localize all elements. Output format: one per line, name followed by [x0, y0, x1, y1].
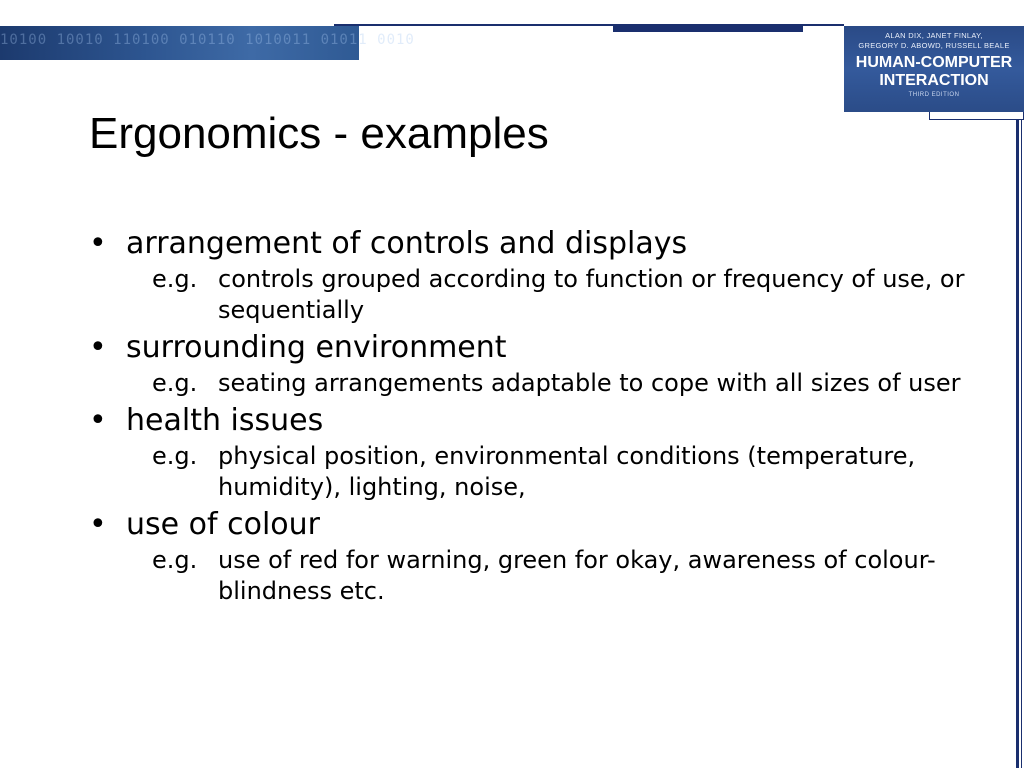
book-title	[844, 54, 1024, 90]
header-banner	[0, 26, 415, 60]
book-authors-line-2: GREGORY D. ABOWD, RUSSELL BEALE	[858, 41, 1010, 50]
bullet-item	[89, 224, 969, 326]
bullet-item	[89, 505, 969, 607]
bullet-text: arrangement of controls and displays	[126, 226, 688, 261]
bullet-example	[126, 368, 969, 399]
example-prefix: e.g.	[152, 442, 198, 470]
bullet-icon: •	[89, 403, 107, 438]
bullet-icon: •	[89, 330, 107, 365]
cover-frame	[929, 112, 1024, 120]
bullet-list	[89, 224, 969, 609]
slide-title: Ergonomics - examples	[89, 109, 549, 158]
bullet-text: health issues	[126, 403, 324, 438]
bullet-text: surrounding environment	[126, 330, 507, 365]
bullet-example	[126, 441, 969, 503]
header-accent-block	[613, 26, 803, 32]
banner-binary-pattern: 10100 10010 110100 010110 1010011 01011 0010	[0, 32, 415, 48]
bullet-example	[126, 264, 969, 326]
example-prefix: e.g.	[152, 369, 198, 397]
bullet-icon: •	[89, 507, 107, 542]
right-border-rule-thin	[1021, 120, 1022, 768]
bullet-item	[89, 401, 969, 503]
book-authors-line-1: ALAN DIX, JANET FINLAY,	[885, 31, 983, 40]
bullet-text: use of colour	[126, 507, 320, 542]
example-prefix: e.g.	[152, 265, 198, 293]
book-edition: THIRD EDITION	[908, 92, 960, 98]
example-prefix: e.g.	[152, 546, 198, 574]
right-border-rule	[1016, 120, 1019, 768]
book-title-line-2: INTERACTION	[879, 72, 989, 89]
example-text: physical position, environmental conditions (temperature, humidity), lighting, noise,	[218, 442, 916, 501]
example-text: controls grouped according to function or frequency of use, or sequentially	[218, 265, 965, 324]
book-title-line-1: HUMAN-COMPUTER	[855, 54, 1013, 71]
bullet-example	[126, 545, 969, 607]
bullet-item	[89, 328, 969, 399]
book-cover-logo	[844, 26, 1024, 112]
book-authors	[844, 31, 1024, 51]
example-text: use of red for warning, green for okay, awareness of colour-blindness etc.	[218, 546, 936, 605]
example-text: seating arrangements adaptable to cope with all sizes of user	[218, 369, 961, 397]
bullet-icon: •	[89, 226, 107, 261]
